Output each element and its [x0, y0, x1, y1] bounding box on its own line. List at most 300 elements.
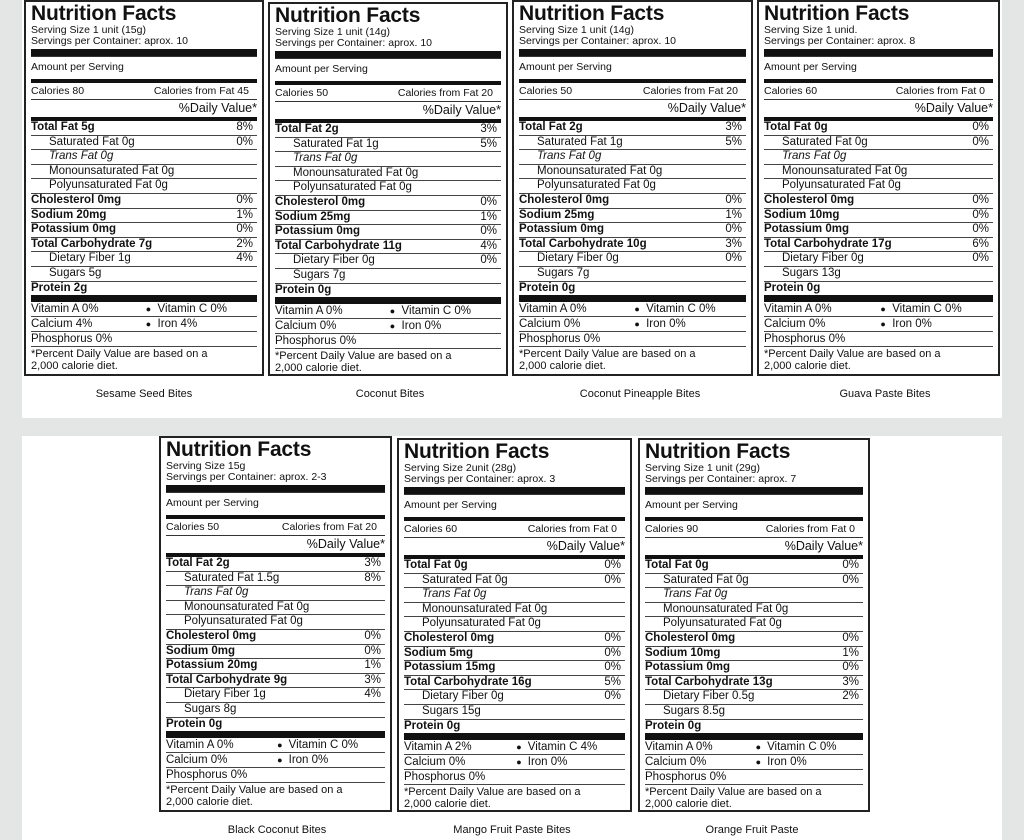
nutrient-name: Trans Fat 0g	[537, 150, 602, 163]
nutrient-row	[519, 281, 746, 296]
nutrient-percent: 0%	[604, 661, 621, 674]
nutrient-percent: 3%	[725, 237, 742, 250]
amount-per-serving: Amount per Serving	[31, 56, 257, 79]
footnote-line-1: *Percent Daily Value are based on a	[645, 786, 822, 799]
nutrient-percent: 0%	[842, 631, 859, 644]
nutrient-percent: 0%	[604, 573, 621, 586]
footnote	[404, 784, 625, 810]
nutrient-name: Protein 0g	[645, 719, 702, 732]
nutrient-row	[519, 164, 746, 179]
vitamin-row	[519, 302, 746, 316]
divider-thick	[519, 295, 746, 302]
nutrient-row	[31, 281, 257, 296]
nutrient-percent: 0%	[725, 223, 742, 236]
servings-per-container: Servings per Container: aprox. 8	[764, 35, 916, 47]
nutrient-percent	[253, 150, 257, 164]
nutrient-percent: 0%	[842, 559, 859, 571]
nutrient-row	[764, 149, 993, 164]
nutrient-percent	[859, 705, 863, 719]
iron: Iron 0%	[288, 754, 329, 767]
nutrient-name: Saturated Fat 1.5g	[184, 571, 280, 584]
nutrient-name: Polyunsaturated Fat 0g	[782, 179, 901, 192]
vitamin-row	[275, 304, 501, 318]
footnote-line-1: *Percent Daily Value are based on a	[275, 350, 452, 363]
vitamin-c: Vitamin C 0%	[288, 739, 359, 752]
nutrient-percent: 0%	[480, 195, 497, 208]
footnote	[166, 782, 385, 808]
nutrient-percent: 0%	[604, 646, 621, 659]
vitamin-row	[764, 302, 993, 316]
footnote	[764, 346, 993, 372]
nutrient-row	[275, 239, 501, 254]
nutrient-name: Total Fat 0g	[645, 559, 709, 571]
label-caption: Mango Fruit Paste Bites	[453, 824, 571, 836]
nutrient-percent	[742, 150, 746, 164]
divider-thick	[404, 487, 625, 494]
nutrient-name: Protein 0g	[519, 281, 576, 294]
divider-thick	[275, 297, 501, 304]
nutrient-name: Cholesterol 0mg	[764, 193, 855, 206]
vitamin-a: Vitamin A 2%	[404, 741, 472, 754]
nutrient-name: Trans Fat 0g	[782, 150, 847, 163]
footnote	[31, 346, 257, 372]
nutrient-name: Total Fat 0g	[404, 559, 468, 571]
calories-from-fat: Calories from Fat 20	[281, 521, 377, 533]
vitamin-a: Vitamin A 0%	[166, 739, 234, 752]
bullet-icon: ●	[516, 757, 522, 768]
nutrient-row	[764, 281, 993, 296]
nutrient-name: Dietary Fiber 0g	[537, 252, 619, 265]
iron: Iron 0%	[527, 756, 568, 769]
nutrient-percent: 4%	[236, 252, 253, 265]
nutrient-name: Dietary Fiber 0.5g	[663, 690, 755, 703]
calories-row	[31, 83, 257, 99]
bullet-icon: ●	[389, 306, 396, 317]
nutrient-row	[764, 193, 993, 208]
nutrient-percent	[742, 267, 746, 281]
nutrient-row	[275, 268, 501, 283]
nutrient-row	[275, 283, 501, 298]
nutrient-name: Polyunsaturated Fat 0g	[49, 179, 168, 192]
nutrient-row	[31, 193, 257, 208]
serving-size: Serving Size 1 unid.	[764, 24, 858, 36]
nutrient-row	[404, 587, 625, 602]
divider-thick	[519, 49, 746, 56]
bullet-icon: ●	[389, 321, 396, 332]
nutrient-name: Potassium 15mg	[404, 661, 496, 674]
nutrient-percent	[989, 150, 993, 164]
nutrient-row	[275, 180, 501, 195]
nutrient-row	[166, 702, 385, 717]
mineral-row	[31, 316, 257, 331]
nutrient-percent	[253, 267, 257, 281]
nutrient-name: Polyunsaturated Fat 0g	[293, 181, 412, 194]
nutrient-row	[645, 631, 863, 646]
nutrient-percent	[497, 181, 501, 195]
nutrient-percent	[989, 282, 993, 296]
nutrient-row	[764, 208, 993, 223]
nutrient-row	[275, 195, 501, 210]
nutrient-name: Polyunsaturated Fat 0g	[184, 615, 303, 628]
nutrient-row	[645, 689, 863, 704]
vitamin-c: Vitamin C 0%	[157, 303, 228, 316]
nutrient-name: Monounsaturated Fat 0g	[663, 602, 789, 615]
daily-value-header: %Daily Value*	[166, 535, 385, 553]
nutrient-name: Protein 0g	[275, 283, 332, 296]
calories-row	[519, 83, 746, 99]
nutrient-name: Dietary Fiber 0g	[293, 254, 375, 267]
nutrient-percent: 4%	[364, 688, 381, 701]
nutrient-row	[166, 585, 385, 600]
calories-from-fat: Calories from Fat 20	[397, 87, 493, 99]
nutrient-name: Total Fat 0g	[764, 121, 828, 133]
nutrient-row	[275, 253, 501, 268]
nutrient-percent: 3%	[480, 123, 497, 135]
nutrient-name: Sugars 5g	[49, 266, 102, 279]
nutrient-row	[275, 123, 501, 137]
vitamin-a: Vitamin A 0%	[645, 741, 713, 754]
calories: Calories 80	[31, 85, 85, 97]
nutrient-row	[275, 210, 501, 225]
nutrient-percent: 0%	[480, 225, 497, 238]
servings-per-container: Servings per Container: aprox. 7	[645, 473, 797, 485]
label-title: Nutrition Facts	[166, 438, 312, 461]
nutrient-name: Protein 0g	[764, 281, 821, 294]
label-caption: Sesame Seed Bites	[95, 388, 193, 400]
nutrient-percent	[621, 720, 625, 734]
nutrient-percent: 0%	[972, 121, 989, 133]
nutrient-row	[645, 719, 863, 734]
nutrient-name: Total Carbohydrate 17g	[764, 237, 892, 250]
amount-per-serving: Amount per Serving	[166, 492, 385, 515]
nutrient-name: Total Fat 2g	[166, 557, 230, 569]
nutrient-row	[645, 704, 863, 719]
daily-value-header: %Daily Value*	[645, 537, 863, 555]
nutrient-percent	[253, 179, 257, 193]
nutrient-row	[166, 673, 385, 688]
phosphorus: Phosphorus 0%	[764, 333, 846, 346]
nutrient-row	[166, 629, 385, 644]
phosphorus-row	[645, 769, 863, 784]
vitamin-c: Vitamin C 4%	[527, 741, 598, 754]
nutrient-name: Total Fat 2g	[275, 123, 339, 135]
nutrient-percent: 4%	[480, 239, 497, 252]
label-caption: Orange Fruit Paste	[705, 824, 799, 836]
phosphorus: Phosphorus 0%	[31, 333, 113, 346]
nutrient-row	[404, 559, 625, 573]
nutrient-percent	[497, 284, 501, 298]
nutrient-row	[404, 573, 625, 588]
bullet-icon: ●	[755, 757, 762, 768]
footnote	[645, 784, 863, 810]
nutrient-percent	[497, 269, 501, 283]
label-title: Nutrition Facts	[645, 440, 791, 463]
nutrition-label	[24, 0, 264, 376]
footnote	[519, 346, 746, 372]
nutrient-name: Sugars 13g	[782, 266, 841, 279]
nutrient-name: Sugars 15g	[422, 704, 481, 717]
nutrient-percent: 0%	[236, 223, 253, 236]
divider-thick	[166, 485, 385, 492]
nutrient-name: Polyunsaturated Fat 0g	[537, 179, 656, 192]
nutrient-percent: 0%	[604, 690, 621, 703]
calories: Calories 60	[764, 85, 818, 97]
nutrient-percent: 0%	[972, 193, 989, 206]
nutrient-percent: 0%	[972, 223, 989, 236]
nutrient-percent: 0%	[842, 573, 859, 586]
nutrient-name: Sodium 10mg	[764, 208, 840, 221]
nutrient-row	[519, 135, 746, 150]
iron: Iron 0%	[892, 318, 932, 331]
calories-from-fat: Calories from Fat 20	[642, 85, 738, 97]
nutrition-label	[757, 0, 1000, 376]
nutrient-name: Dietary Fiber 0g	[782, 252, 864, 265]
vitamin-a: Vitamin A 0%	[764, 303, 832, 316]
daily-value-header: %Daily Value*	[519, 99, 746, 117]
nutrient-name: Monounsaturated Fat 0g	[49, 164, 175, 177]
calories-row	[404, 521, 625, 537]
label-caption: Black Coconut Bites	[227, 824, 327, 836]
nutrient-name: Sodium 20mg	[31, 208, 107, 221]
iron: Iron 0%	[646, 318, 686, 331]
calories-from-fat: Calories from Fat 45	[153, 85, 249, 97]
nutrient-name: Dietary Fiber 1g	[184, 688, 266, 701]
nutrient-percent: 8%	[236, 121, 253, 133]
nutrient-name: Protein 0g	[404, 719, 461, 732]
divider-thick	[166, 731, 385, 738]
phosphorus-row	[31, 331, 257, 346]
nutrient-name: Total Carbohydrate 16g	[404, 675, 532, 688]
nutrient-percent: 1%	[236, 208, 253, 221]
label-title: Nutrition Facts	[275, 4, 421, 27]
nutrient-percent: 0%	[972, 252, 989, 265]
nutrition-label	[638, 438, 870, 812]
serving-size: Serving Size 15g	[166, 460, 246, 472]
nutrient-name: Monounsaturated Fat 0g	[422, 602, 548, 615]
nutrient-name: Potassium 0mg	[764, 223, 849, 236]
phosphorus-row	[275, 333, 501, 348]
nutrient-name: Sugars 8g	[184, 702, 237, 715]
iron: Iron 4%	[157, 318, 198, 331]
nutrient-row	[645, 660, 863, 675]
nutrient-name: Total Carbohydrate 11g	[275, 239, 402, 252]
nutrient-row	[519, 266, 746, 281]
nutrient-name: Cholesterol 0mg	[31, 193, 122, 206]
nutrient-name: Polyunsaturated Fat 0g	[422, 617, 541, 630]
nutrient-percent	[381, 703, 385, 717]
nutrient-percent	[621, 588, 625, 602]
nutrient-row	[31, 237, 257, 252]
nutrient-percent: 2%	[236, 237, 253, 250]
vitamin-row	[166, 738, 385, 752]
label-title: Nutrition Facts	[404, 440, 550, 463]
nutrient-name: Protein 0g	[166, 717, 223, 730]
vitamin-row	[404, 740, 625, 754]
nutrient-percent: 3%	[842, 675, 859, 688]
label-caption: Guava Paste Bites	[839, 388, 931, 400]
divider-thick	[31, 295, 257, 302]
nutrient-row	[404, 675, 625, 690]
nutrient-row	[645, 616, 863, 631]
calories: Calories 60	[404, 523, 458, 535]
servings-per-container: Servings per Container: aprox. 3	[404, 473, 556, 485]
nutrition-label	[397, 438, 632, 812]
nutrient-row	[31, 222, 257, 237]
nutrient-row	[404, 660, 625, 675]
nutrient-name: Cholesterol 0mg	[645, 631, 736, 644]
label-title: Nutrition Facts	[519, 2, 665, 25]
nutrient-name: Saturated Fat 0g	[49, 135, 135, 148]
nutrient-row	[31, 121, 257, 135]
nutrient-row	[31, 178, 257, 193]
bullet-icon: ●	[634, 304, 640, 315]
nutrient-row	[404, 719, 625, 734]
nutrient-row	[404, 689, 625, 704]
nutrient-row	[645, 675, 863, 690]
footnote-line-2: 2,000 calorie diet.	[275, 362, 362, 375]
footnote-line-2: 2,000 calorie diet.	[519, 360, 606, 373]
nutrient-row	[31, 266, 257, 281]
nutrient-row	[31, 164, 257, 179]
nutrient-percent	[253, 282, 257, 296]
nutrient-name: Sugars 8.5g	[663, 704, 726, 717]
nutrient-name: Cholesterol 0mg	[404, 631, 495, 644]
mineral-row	[166, 752, 385, 767]
vitamin-c: Vitamin C 0%	[892, 303, 962, 316]
nutrient-row	[166, 644, 385, 659]
nutrient-name: Potassium 0mg	[31, 223, 116, 236]
calcium: Calcium 0%	[404, 756, 466, 769]
nutrient-percent: 0%	[725, 252, 742, 265]
nutrient-name: Trans Fat 0g	[663, 588, 728, 601]
bullet-icon: ●	[880, 304, 886, 315]
nutrient-percent: 5%	[480, 137, 497, 150]
nutrient-percent: 8%	[364, 571, 381, 584]
nutrient-row	[764, 121, 993, 135]
bullet-icon: ●	[755, 742, 762, 753]
nutrient-percent	[742, 179, 746, 193]
nutrient-percent	[742, 282, 746, 296]
vitamin-c: Vitamin C 0%	[401, 305, 472, 318]
footnote-line-1: *Percent Daily Value are based on a	[31, 348, 208, 361]
nutrient-percent	[742, 165, 746, 179]
nutrient-name: Trans Fat 0g	[49, 150, 114, 163]
calcium: Calcium 0%	[275, 320, 337, 333]
servings-per-container: Servings per Container: aprox. 2-3	[166, 471, 327, 483]
nutrient-name: Cholesterol 0mg	[166, 629, 257, 642]
nutrient-percent	[859, 603, 863, 617]
nutrient-row	[166, 614, 385, 629]
nutrient-row	[519, 208, 746, 223]
nutrition-label	[512, 0, 753, 376]
nutrient-row	[519, 121, 746, 135]
nutrient-percent: 1%	[842, 646, 859, 659]
nutrient-name: Trans Fat 0g	[184, 586, 249, 599]
footnote-line-2: 2,000 calorie diet.	[31, 360, 118, 373]
amount-per-serving: Amount per Serving	[404, 494, 625, 517]
nutrient-percent: 1%	[480, 210, 497, 223]
nutrient-row	[764, 164, 993, 179]
footnote-line-1: *Percent Daily Value are based on a	[764, 348, 941, 361]
daily-value-header: %Daily Value*	[31, 99, 257, 117]
nutrient-row	[764, 178, 993, 193]
nutrient-name: Trans Fat 0g	[422, 588, 487, 601]
divider-thick	[275, 51, 501, 58]
mineral-row	[404, 754, 625, 769]
divider-thick	[31, 49, 257, 56]
footnote-line-2: 2,000 calorie diet.	[166, 796, 253, 809]
nutrition-label	[159, 436, 392, 812]
nutrient-row	[404, 704, 625, 719]
nutrient-percent: 0%	[364, 644, 381, 657]
nutrient-name: Potassium 20mg	[166, 659, 258, 672]
nutrient-percent	[381, 601, 385, 615]
bullet-icon: ●	[880, 319, 886, 330]
nutrient-name: Monounsaturated Fat 0g	[537, 164, 663, 177]
phosphorus-row	[519, 331, 746, 346]
bullet-icon: ●	[145, 319, 152, 330]
nutrient-percent	[859, 720, 863, 734]
nutrient-row	[645, 602, 863, 617]
nutrient-name: Polyunsaturated Fat 0g	[663, 617, 782, 630]
nutrient-name: Sugars 7g	[293, 268, 346, 281]
calcium: Calcium 0%	[764, 318, 826, 331]
calcium: Calcium 0%	[519, 318, 581, 331]
nutrient-row	[519, 251, 746, 266]
nutrient-name: Trans Fat 0g	[293, 152, 358, 165]
phosphorus: Phosphorus 0%	[275, 335, 357, 348]
nutrient-row	[166, 658, 385, 673]
nutrient-name: Sodium 25mg	[275, 210, 351, 223]
nutrient-row	[31, 251, 257, 266]
nutrient-name: Sugars 7g	[537, 266, 590, 279]
nutrient-percent	[621, 705, 625, 719]
calories-row	[166, 519, 385, 535]
nutrient-row	[275, 224, 501, 239]
nutrient-percent	[381, 586, 385, 600]
phosphorus: Phosphorus 0%	[166, 769, 248, 782]
nutrient-name: Total Carbohydrate 7g	[31, 237, 153, 250]
nutrient-percent	[253, 165, 257, 179]
nutrient-percent: 3%	[725, 121, 742, 133]
label-title: Nutrition Facts	[31, 2, 177, 25]
nutrient-percent: 1%	[725, 208, 742, 221]
nutrient-name: Saturated Fat 0g	[663, 573, 749, 586]
nutrient-percent: 5%	[725, 135, 742, 148]
daily-value-header: %Daily Value*	[404, 537, 625, 555]
serving-size: Serving Size 1 unit (14g)	[519, 24, 634, 36]
nutrient-name: Saturated Fat 0g	[422, 573, 508, 586]
bullet-icon: ●	[145, 304, 152, 315]
nutrient-name: Saturated Fat 1g	[293, 137, 379, 150]
nutrient-row	[645, 587, 863, 602]
nutrient-row	[404, 616, 625, 631]
amount-per-serving: Amount per Serving	[275, 58, 501, 81]
vitamin-c: Vitamin C 0%	[767, 741, 837, 754]
footnote-line-2: 2,000 calorie diet.	[645, 798, 732, 811]
vitamin-a: Vitamin A 0%	[275, 305, 343, 318]
calories-from-fat: Calories from Fat 0	[895, 85, 985, 97]
nutrient-name: Total Fat 5g	[31, 121, 95, 133]
divider-thick	[645, 487, 863, 494]
nutrient-percent: 5%	[604, 675, 621, 688]
footnote-line-2: 2,000 calorie diet.	[404, 798, 491, 811]
nutrient-percent	[859, 617, 863, 631]
nutrient-row	[645, 646, 863, 661]
nutrient-percent: 2%	[842, 690, 859, 703]
divider-thick	[764, 49, 993, 56]
nutrient-name: Monounsaturated Fat 0g	[782, 164, 908, 177]
